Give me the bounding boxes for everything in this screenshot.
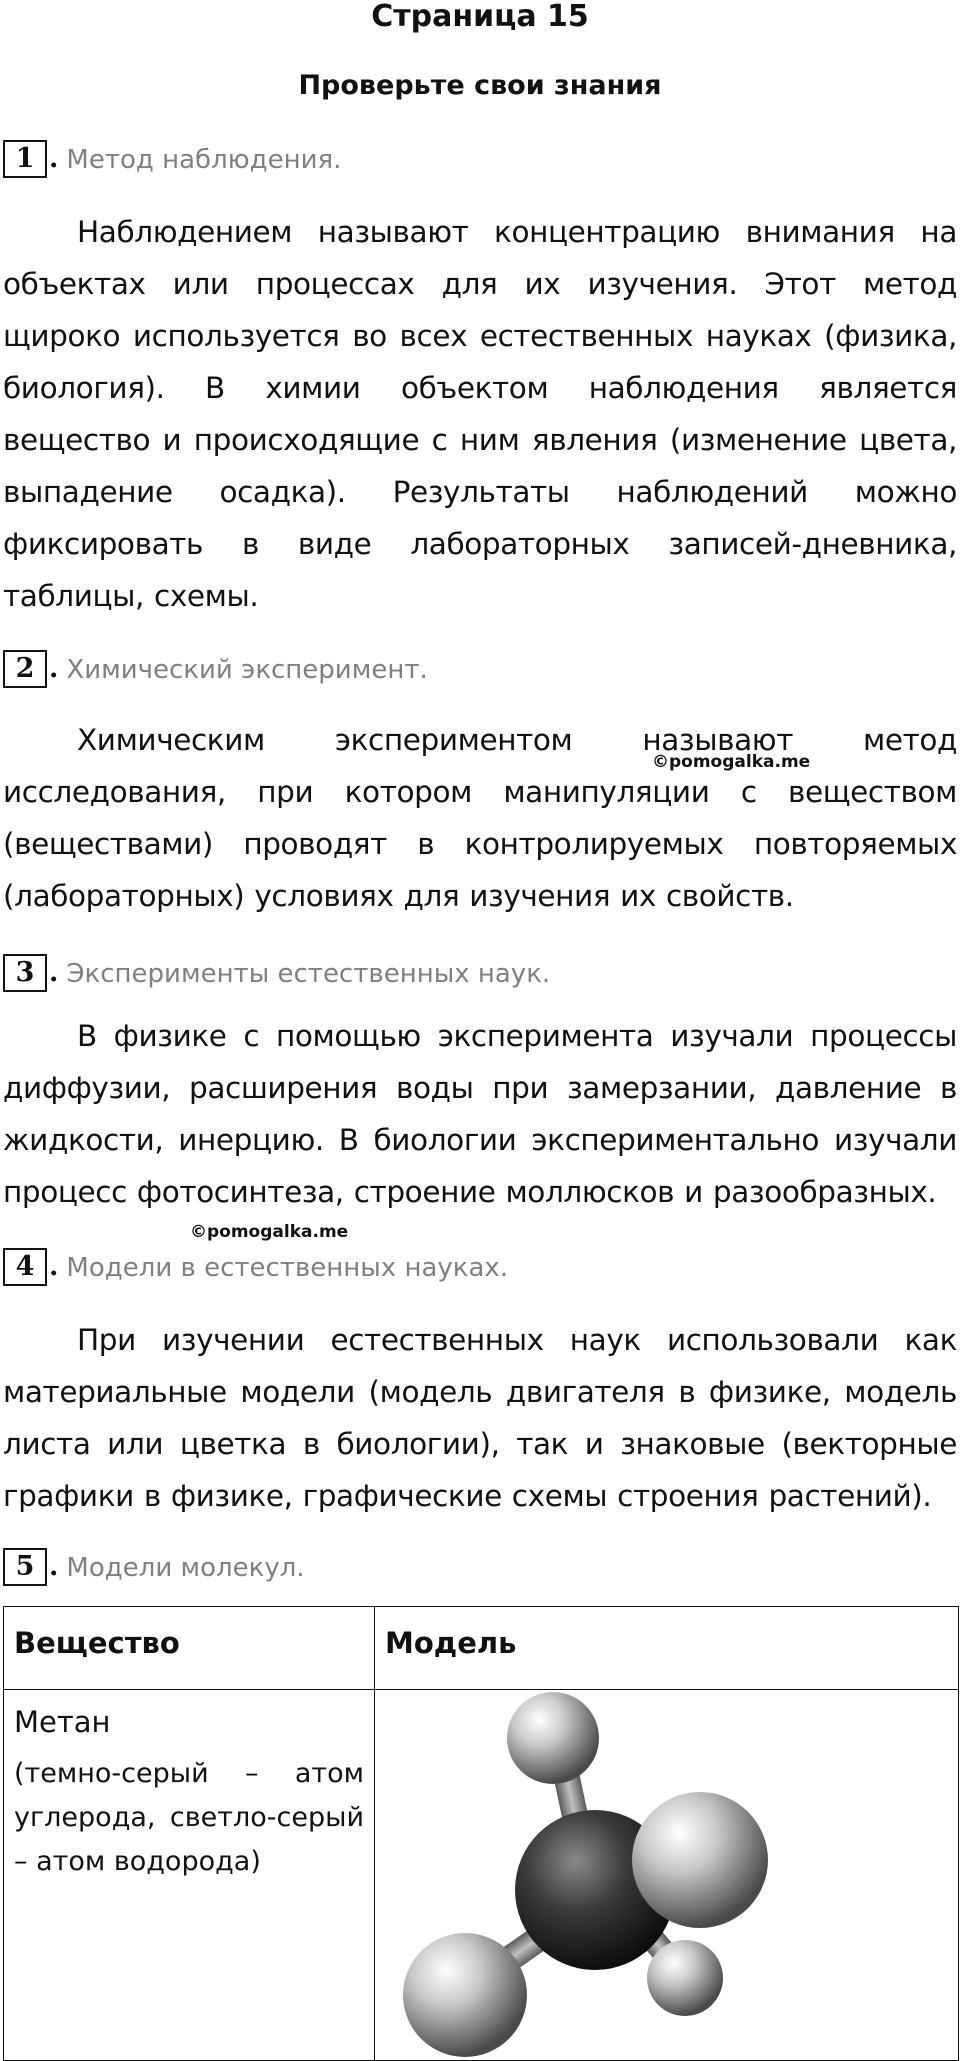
question-label: Модели молекул. — [66, 1553, 305, 1583]
question-number-box: 4 — [3, 1248, 47, 1286]
column-header-model: Модель — [375, 1607, 959, 1690]
column-header-substance: Вещество — [4, 1607, 375, 1690]
watermark-text: ©pomogalka.me — [652, 752, 811, 772]
question-label: Метод наблюдения. — [66, 145, 342, 175]
hydrogen-atom — [632, 1792, 768, 1928]
question-number-box: 5 — [3, 1548, 47, 1586]
substance-name: Метан — [14, 1705, 111, 1739]
table-row — [4, 1690, 959, 2061]
question-label: Химический эксперимент. — [66, 655, 428, 685]
question-3-header: 3 . Эксперименты естественных наук. — [3, 954, 550, 992]
question-2-header: 2 . Химический эксперимент. — [3, 650, 428, 688]
substance-description: (темно-серый – атом углерода, светло-серый – атом водорода) — [14, 1758, 364, 1877]
page-title: Страница 15 — [371, 0, 589, 34]
hydrogen-atom — [507, 1692, 599, 1784]
question-4-header: 4 . Модели в естественных науках. — [3, 1248, 508, 1286]
question-number-box: 2 — [3, 650, 47, 688]
answer-paragraph-4: При изучении естественных наук использовали как материальные модели (модель двигателя в физике, модель листа или цветка в биологии), так и знаковые (векторные графики в физике, графические схемы строения растений). — [3, 1323, 957, 1513]
answer-paragraph-3: В физике с помощью эксперимента изучали процессы диффузии, расширения воды при замерзании, давление в жидкости, инерцию. В биологии экспериментально изучали процесс фотосинтеза, строение моллюсков и разообразных. — [3, 1019, 957, 1209]
question-label: Эксперименты естественных наук. — [66, 959, 551, 989]
hydrogen-atom — [403, 1933, 527, 2057]
answer-paragraph-2: Химическим экспериментом называют метод исследования, при котором манипуляции с веществом (веществами) проводят в контролируемых повторяемых (лабораторных) условиях для изучения их свойств. — [3, 723, 957, 913]
molecule-models-table — [3, 1606, 959, 2061]
answer-paragraph-1: Наблюдением называют концентрацию внимания на объектах или процессах для их изучения. Этот метод щироко используется во всех естественных науках (физика, биология). В химии объектом наблюдения является вещество и происходящие с ним явления (изменение цвета, выпадение осадка). Результаты наблюдений можно фиксировать в виде лабораторных записей-дневника, таблицы, схемы. — [3, 215, 957, 613]
model-cell — [375, 1690, 959, 2061]
question-number-box: 3 — [3, 954, 47, 992]
question-number-box: 1 — [3, 140, 47, 178]
page-subtitle: Проверьте свои знания — [298, 70, 662, 101]
watermark-text: ©pomogalka.me — [190, 1222, 349, 1242]
table-header-row — [4, 1607, 959, 1690]
methane-molecule-model-icon — [395, 1690, 815, 2060]
hydrogen-atom — [647, 1940, 723, 2016]
question-1-header: 1 . Метод наблюдения. — [3, 140, 341, 178]
question-label: Модели в естественных науках. — [66, 1253, 509, 1283]
question-5-header: 5 . Модели молекул. — [3, 1548, 305, 1586]
substance-cell — [4, 1690, 375, 2061]
